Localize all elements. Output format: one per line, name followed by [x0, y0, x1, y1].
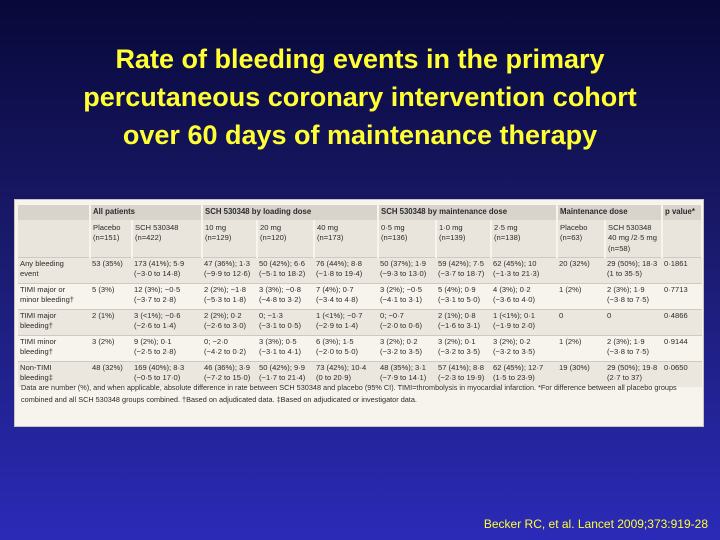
- column-header-line: (n=139): [439, 233, 466, 243]
- table-cell-line: 3 (3%); 0·5: [259, 337, 297, 346]
- table-cell: [90, 336, 132, 362]
- table-cell-line: (−7·9 to 14·1): [380, 373, 427, 383]
- table-row: [18, 258, 702, 284]
- column-header: [557, 220, 605, 258]
- table-cell: [662, 310, 702, 336]
- table-cell-line: 2 (1%); 0·8: [438, 311, 476, 320]
- row-label: [18, 336, 90, 362]
- table-cell-line: (−2·9 to 1·4): [316, 321, 358, 331]
- row-label-line: bleeding†: [20, 321, 53, 331]
- table-cell-line: 50 (42%); 6·6: [259, 259, 306, 268]
- table-cell-line: (−3·1 to 5·0): [438, 295, 480, 305]
- table-cell-line: (−4·1 to 3·1): [380, 295, 422, 305]
- table-cell: [557, 336, 605, 362]
- column-header-line: (n=173): [317, 233, 344, 243]
- table-cell-line: 0·4866: [664, 311, 688, 320]
- table-row: [18, 310, 702, 336]
- table-cell-line: 0; −1·3: [259, 311, 283, 320]
- column-header: [378, 220, 436, 258]
- row-label-line: bleeding†: [20, 347, 53, 357]
- table-cell-line: 0; −0·7: [380, 311, 404, 320]
- table-cell-line: 169 (40%); 8·3: [134, 363, 185, 372]
- table-cell-line: 2 (2%); 0·2: [204, 311, 242, 320]
- table-cell-line: 3 (2%); 0·1: [438, 337, 476, 346]
- table-cell-line: (−3·7 to 2·8): [134, 295, 176, 305]
- table-cell-line: (−3·2 to 3·5): [438, 347, 480, 357]
- table-cell-line: 47 (36%); 1·3: [204, 259, 251, 268]
- table-cell: [662, 336, 702, 362]
- column-header-line: (n=422): [135, 233, 162, 243]
- table-cell-line: (0 to 20·9): [316, 373, 352, 383]
- table-cell-line: 2 (1%): [92, 311, 115, 320]
- table-cell-line: (−5·3 to 1·8): [204, 295, 246, 305]
- table-cell-line: (−1·6 to 3·1): [438, 321, 480, 331]
- table-cell: [257, 258, 314, 284]
- table-cell-line: 9 (2%); 0·1: [134, 337, 172, 346]
- table-cell-line: 3 (2%): [92, 337, 115, 346]
- table-cell-line: 0·7713: [664, 285, 688, 294]
- column-header-line: (n=138): [494, 233, 521, 243]
- column-header: [605, 220, 662, 258]
- table-footnote: [21, 382, 697, 405]
- table-cell-line: 0·9144: [664, 337, 688, 346]
- table-row: [18, 336, 702, 362]
- table-cell: [257, 310, 314, 336]
- table-cell-line: 3 (2%); 0·2: [493, 337, 531, 346]
- table-cell-line: 20 (32%): [559, 259, 590, 268]
- table-cell: [491, 336, 557, 362]
- table-cell-line: 46 (36%); 3·9: [204, 363, 251, 372]
- column-header: [314, 220, 378, 258]
- table-cell-line: 62 (45%); 10: [493, 259, 537, 268]
- table-cell: [557, 284, 605, 310]
- table-cell-line: (−5·1 to 18·2): [259, 269, 306, 279]
- table-cell-line: 7 (4%); 0·7: [316, 285, 354, 294]
- table-cell: [662, 284, 702, 310]
- table-cell-line: 0·1861: [664, 259, 688, 268]
- column-header-line: 20 mg: [260, 223, 282, 232]
- table-cell-line: 19 (30%): [559, 363, 590, 372]
- table-cell-line: 53 (35%): [92, 259, 123, 268]
- column-header-line: 40 mg: [317, 223, 339, 232]
- row-label-line: Any bleeding: [20, 259, 64, 268]
- table-cell-line: 1 (2%): [559, 285, 582, 294]
- table-cell-line: 73 (42%); 10·4: [316, 363, 367, 372]
- slide-title-line-1: Rate of bleeding events in the primary: [115, 44, 605, 74]
- table-cell: [605, 310, 662, 336]
- table-cell-line: (−2·6 to 3·0): [204, 321, 246, 331]
- column-header-line: (n=63): [560, 233, 583, 243]
- column-header-line: 1·0 mg: [439, 223, 463, 232]
- row-label-line: TIMI minor: [20, 337, 57, 346]
- table-cell: [90, 310, 132, 336]
- table-cell-line: (1 to 35·5): [607, 269, 643, 279]
- table-cell: [378, 258, 436, 284]
- row-label: [18, 284, 90, 310]
- table-cell-line: 1 (<1%); −0·7: [316, 311, 363, 320]
- group-p-value: p value*: [662, 205, 702, 220]
- table-cell-line: 3 (2%); −0·5: [380, 285, 422, 294]
- table-cell: [314, 258, 378, 284]
- table-cell-line: 48 (32%): [92, 363, 123, 372]
- table-cell-line: 76 (44%); 8·8: [316, 259, 363, 268]
- table-cell: [257, 284, 314, 310]
- table-cell-line: (−9·9 to 12·6): [204, 269, 251, 279]
- table-cell-line: (−2·6 to 1·4): [134, 321, 176, 331]
- table-cell-line: 59 (42%); 7·5: [438, 259, 485, 268]
- slide-title-line-2: percutaneous coronary intervention cohort: [83, 82, 637, 112]
- table-cell-line: 50 (42%); 9·9: [259, 363, 306, 372]
- footnote-line-2: combined and all SCH 530348 groups combined. †Based on adjudicated data. ‡Based on adjudicated or investigator data.: [21, 394, 417, 404]
- table-cell: [132, 336, 202, 362]
- table-cell: [202, 258, 257, 284]
- row-label-line: event: [20, 269, 39, 279]
- table-cell: [132, 258, 202, 284]
- table-cell: [314, 310, 378, 336]
- table-cell: [436, 284, 491, 310]
- column-header: [257, 220, 314, 258]
- row-label-line: minor bleeding†: [20, 295, 75, 305]
- table-cell: [202, 310, 257, 336]
- table-group-header-row: [18, 205, 702, 220]
- group-maintenance-dose-sch: SCH 530348 by maintenance dose: [378, 205, 557, 220]
- table-cell-line: 2 (3%); 1·9: [607, 337, 645, 346]
- table-cell-line: (−1·7 to 21·4): [259, 373, 306, 383]
- table-cell: [257, 336, 314, 362]
- table-cell-line: 3 (3%); −0·8: [259, 285, 301, 294]
- slide-title: [0, 40, 720, 154]
- table-cell-line: 0: [607, 311, 612, 320]
- column-header: [491, 220, 557, 258]
- group-loading-dose: SCH 530348 by loading dose: [202, 205, 378, 220]
- table-cell-line: (−1·8 to 19·4): [316, 269, 363, 279]
- column-header: [436, 220, 491, 258]
- table-cell-line: 12 (3%); −0·5: [134, 285, 181, 294]
- bleeding-events-table-panel: [14, 199, 704, 427]
- column-header-line: 2·5 mg: [494, 223, 518, 232]
- table-cell-line: 2 (2%); −1·8: [204, 285, 246, 294]
- table-cell: [314, 284, 378, 310]
- table-cell-line: (−2·0 to 0·6): [380, 321, 422, 331]
- table-cell-line: 3 (2%); 0·2: [380, 337, 418, 346]
- table-cell: [491, 310, 557, 336]
- table-cell-line: 0; −2·0: [204, 337, 228, 346]
- bleeding-events-table: [18, 205, 703, 387]
- table-cell-line: (−3·1 to 4·1): [259, 347, 301, 357]
- table-cell: [378, 284, 436, 310]
- table-cell-line: 0: [559, 311, 564, 320]
- table-cell-line: 3 (<1%); −0·6: [134, 311, 181, 320]
- column-header-line: (n=129): [205, 233, 232, 243]
- table-cell-line: 29 (50%); 19·8: [607, 363, 658, 372]
- table-cell: [202, 284, 257, 310]
- table-cell-line: (−7·2 to 15·0): [204, 373, 251, 383]
- table-cell: [132, 284, 202, 310]
- table-cell-line: 1 (2%): [559, 337, 582, 346]
- column-header-line: (n=120): [260, 233, 287, 243]
- table-cell-line: (−2·5 to 2·8): [134, 347, 176, 357]
- column-header-line: Placebo: [93, 223, 121, 232]
- table-cell-line: (−3·8 to 7·5): [607, 347, 650, 357]
- column-header: [90, 220, 132, 258]
- table-cell-line: 4 (3%); 0·2: [493, 285, 531, 294]
- table-cell-line: 5 (4%); 0·9: [438, 285, 476, 294]
- table-column-header-row: [18, 220, 702, 258]
- table-cell-line: 6 (3%); 1·5: [316, 337, 354, 346]
- table-cell-line: (−3·1 to 0·5): [259, 321, 301, 331]
- table-cell: [557, 310, 605, 336]
- column-header-line: SCH 530348: [608, 223, 652, 232]
- table-cell-line: (−3·4 to 4·8): [316, 295, 358, 305]
- table-cell-line: (−3·0 to 14·8): [134, 269, 181, 279]
- group-all-patients: All patients: [90, 205, 202, 220]
- table-cell: [202, 336, 257, 362]
- table-cell: [605, 258, 662, 284]
- table-cell-line: (1·5 to 23·9): [493, 373, 535, 383]
- column-header-line: SCH 530348: [135, 223, 179, 232]
- table-cell: [132, 310, 202, 336]
- table-cell-line: (−3·7 to 18·7): [438, 269, 485, 279]
- table-cell: [436, 258, 491, 284]
- slide-title-line-3: over 60 days of maintenance therapy: [122, 120, 598, 150]
- row-label-line: Non-TIMI: [20, 363, 52, 372]
- table-cell-line: 173 (41%); 5·9: [134, 259, 185, 268]
- table-cell-line: 5 (3%): [92, 285, 115, 294]
- column-header-line: (n=151): [93, 233, 120, 243]
- table-cell-line: (−1·3 to 21·3): [493, 269, 540, 279]
- table-cell: [491, 284, 557, 310]
- table-cell-line: 48 (35%); 3·1: [380, 363, 427, 372]
- column-header: [132, 220, 202, 258]
- table-cell: [314, 336, 378, 362]
- row-label-line: TIMI major or: [20, 285, 66, 294]
- table-row: [18, 284, 702, 310]
- table-cell: [378, 336, 436, 362]
- column-header-line: 0·5 mg: [381, 223, 405, 232]
- column-header-line: 10 mg: [205, 223, 227, 232]
- table-cell-line: (−9·3 to 13·0): [380, 269, 427, 279]
- table-cell-line: (−1·9 to 2·0): [493, 321, 535, 331]
- table-cell-line: 62 (45%); 12·7: [493, 363, 544, 372]
- table-cell-line: (−4·8 to 3·2): [259, 295, 301, 305]
- table-cell-line: (2·7 to 37): [607, 373, 643, 383]
- table-cell-line: (−2·0 to 5·0): [316, 347, 358, 357]
- table-cell-line: (−3·2 to 3·5): [380, 347, 422, 357]
- table-cell: [90, 258, 132, 284]
- column-header-line: (n=58): [608, 243, 631, 253]
- table-cell-line: 2 (3%); 1·9: [607, 285, 645, 294]
- table-cell-line: (−3·2 to 3·5): [493, 347, 535, 357]
- table-cell-line: 57 (41%); 8·8: [438, 363, 485, 372]
- table-cell: [436, 336, 491, 362]
- row-label-line: bleeding‡: [20, 373, 53, 383]
- table-cell-line: 1 (<1%); 0·1: [493, 311, 535, 320]
- footnote-line-1: Data are number (%), and when applicable, absolute difference in rate between SCH 530348 and placebo (95% CI). TIMI=thrombolysis in myocardial infarction. *For difference between all placebo groups: [21, 383, 677, 392]
- table-cell-line: (−2·3 to 19·9): [438, 373, 485, 383]
- table-cell: [662, 258, 702, 284]
- column-header-line: 40 mg /2·5 mg: [608, 233, 657, 243]
- table-cell-line: 50 (37%); 1·9: [380, 259, 427, 268]
- table-cell-line: (−0·5 to 17·0): [134, 373, 181, 383]
- column-header-line: Placebo: [560, 223, 588, 232]
- citation: Becker RC, et al. Lancet 2009;373:919-28: [483, 517, 708, 531]
- table-cell: [605, 284, 662, 310]
- table-cell-line: 29 (50%); 18·3: [607, 259, 658, 268]
- column-header-line: (n=136): [381, 233, 408, 243]
- group-maintenance-dose: Maintenance dose: [557, 205, 662, 220]
- table-cell-line: (−4·2 to 0·2): [204, 347, 246, 357]
- table-cell: [491, 258, 557, 284]
- table-body: [18, 258, 702, 388]
- table-cell: [90, 284, 132, 310]
- table-cell-line: (−3·6 to 4·0): [493, 295, 535, 305]
- table-cell: [378, 310, 436, 336]
- table-cell-line: 0·0650: [664, 363, 688, 372]
- row-label-line: TIMI major: [20, 311, 57, 320]
- row-label: [18, 258, 90, 284]
- table-cell: [436, 310, 491, 336]
- table-cell: [557, 258, 605, 284]
- table-cell: [605, 336, 662, 362]
- column-header: [202, 220, 257, 258]
- row-label: [18, 310, 90, 336]
- table-cell-line: (−3·8 to 7·5): [607, 295, 650, 305]
